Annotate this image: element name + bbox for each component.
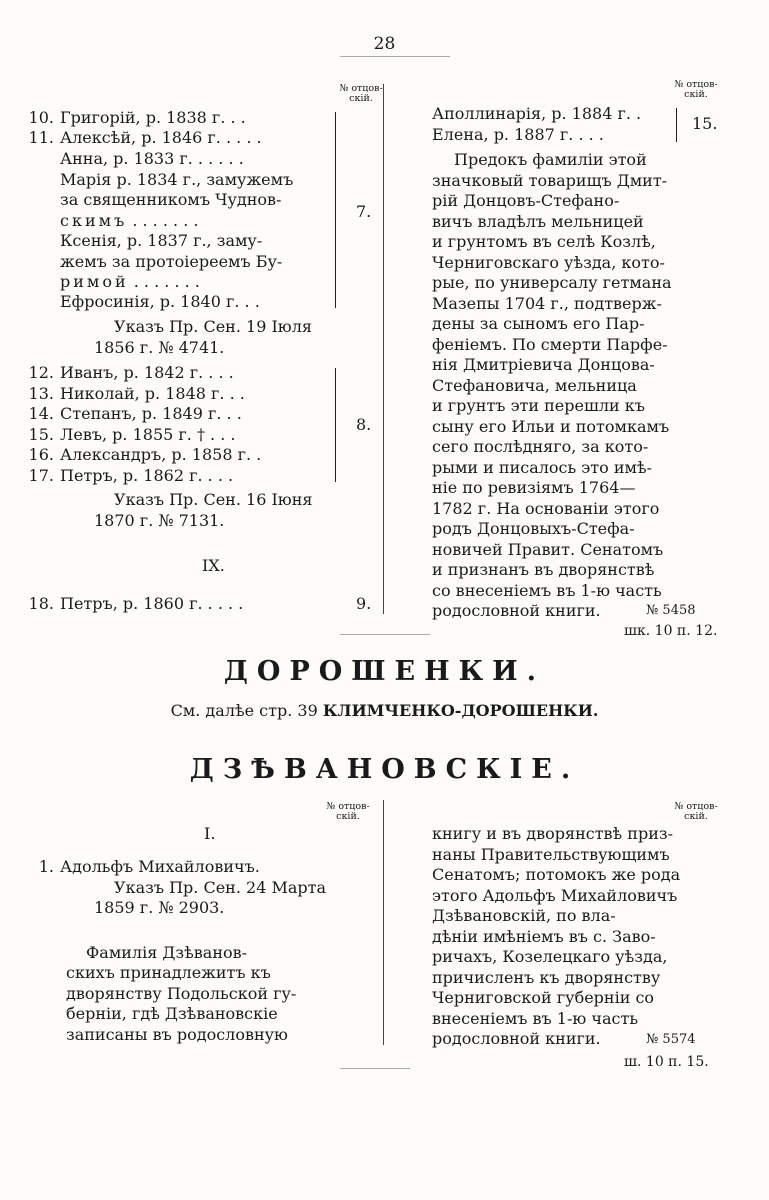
entry-16: 16. Александръ, р. 1858 г. . [28, 445, 262, 464]
entry-ksenia-cont2: римой . . . . . . . [60, 272, 200, 291]
paragraph-line: рыми и писалось это имѣ- [432, 458, 652, 477]
paragraph-line: Дзѣвановскій, по вла- [432, 906, 616, 925]
ukaz-1-cont: 1856 г. № 4741. [94, 338, 225, 357]
father-number-7: 7. [356, 202, 372, 221]
paragraph-line: 1782 г. На основаніи этого [432, 499, 660, 518]
section-divider [340, 634, 430, 635]
paragraph-line: Сенатомъ; потомокъ же рода [432, 865, 681, 884]
paragraph-line: дѣніи имѣніемъ въ с. Заво- [432, 927, 656, 946]
generation-ix: IX. [202, 556, 225, 575]
column-header-left-2: № отцов- скій. [326, 801, 370, 822]
entry-anna: Анна, р. 1833 г. . . . . . [60, 149, 244, 168]
paragraph-line: вичъ владѣлъ мельницей [432, 212, 644, 231]
paragraph-line: родословной книги. [432, 601, 601, 620]
paragraph-line: сего послѣдняго, за кото- [432, 437, 649, 456]
archive-number: № 5458 [646, 603, 696, 618]
column-header-right: № отцов- скій. [674, 79, 718, 100]
paragraph-line: Предокъ фамиліи этой [454, 150, 647, 169]
paragraph-line: этого Адольфъ Михайловичъ [432, 886, 678, 905]
paragraph-line: Мазепы 1704 г., подтверж- [432, 294, 662, 313]
father-number-8: 8. [356, 415, 372, 434]
entry-maria: Марія р. 1834 г., замужемъ [60, 170, 294, 189]
entry-maria-cont2: скимъ . . . . . . . [60, 211, 199, 230]
paragraph-line: берніи, гдѣ Дзѣвановскіе [66, 1004, 278, 1023]
entry-10: 10. Григорій, р. 1838 г. . . [28, 108, 246, 127]
entry-ksenia: Ксенія, р. 1837 г., заму- [60, 231, 263, 250]
paragraph-line: рые, по универсалу гетмана [432, 273, 672, 292]
entry-ksenia-cont: жемъ за протоіереемъ Бу- [60, 252, 283, 271]
entry-17: 17. Петръ, р. 1862 г. . . . [28, 466, 234, 485]
paragraph-line: внесеніемъ въ 1-ю часть [432, 1009, 639, 1028]
paragraph-line: ричахъ, Козелецкаго уѣзда, [432, 947, 668, 966]
column-separator-2 [383, 800, 384, 1045]
paragraph-line: рій Донцовъ-Стефано- [432, 191, 620, 210]
paragraph-line: дены за сыномъ его Пар- [432, 314, 645, 333]
doroshenki-title: ДОРОШЕНКИ. [223, 656, 546, 687]
archive-shelf: шк. 10 п. 12. [624, 623, 718, 639]
bracket-group-15 [676, 108, 677, 142]
entry-maria-cont: за священникомъ Чуднов- [60, 190, 282, 209]
doroshenki-see-also: См. далѣе стр. 39 КЛИМЧЕНКО-ДОРОШЕНКИ. [170, 701, 599, 720]
entry-18: 18. Петръ, р. 1860 г. . . . . [28, 594, 244, 613]
paragraph-line: дворянству Подольской гу- [66, 984, 297, 1003]
dzevanovskie-title: ДЗѢВАНОВСКІЕ. [189, 754, 580, 785]
entry-efrosinia: Ефросинія, р. 1840 г. . . [60, 292, 260, 311]
entry-1-adolf: 1. Адольфъ Михайловичъ. [38, 857, 260, 876]
paragraph-line: Черниговской губерніи со [432, 988, 655, 1007]
entry-apollinaria: Аполлинарія, р. 1884 г. . [432, 104, 642, 123]
father-number-15: 15. [692, 114, 718, 133]
entry-14: 14. Степанъ, р. 1849 г. . . [28, 404, 242, 423]
ukaz-3: Указъ Пр. Сен. 24 Марта [114, 878, 327, 897]
ukaz-3-cont: 1859 г. № 2903. [94, 898, 225, 917]
paragraph-line: новичей Правит. Сенатомъ [432, 540, 664, 559]
paragraph-line: феніемъ. По смерти Парфе- [432, 335, 668, 354]
paragraph-line: книгу и въ дворянствѣ приз- [432, 824, 673, 843]
ukaz-2: Указъ Пр. Сен. 16 Іюня [114, 490, 313, 509]
paragraph-line: родословной книги. [432, 1029, 601, 1048]
entry-11: 11. Алексѣй, р. 1846 г. . . . . [28, 128, 262, 147]
column-header-right-2: № отцов- скій. [674, 801, 718, 822]
bracket-group-7 [335, 112, 336, 308]
paragraph-line: наны Правительствующимъ [432, 845, 670, 864]
paragraph-line: родъ Донцовыхъ-Стефа- [432, 519, 635, 538]
section-divider-2 [340, 1068, 410, 1069]
entry-15: 15. Левъ, р. 1855 г. † . . . [28, 425, 236, 444]
paragraph-line: нія Дмитріевича Донцова- [432, 355, 655, 374]
paragraph-line: значковый товарищъ Дмит- [432, 171, 668, 190]
paragraph-line: и грунтомъ въ селѣ Козлѣ, [432, 232, 656, 251]
entry-13: 13. Николай, р. 1848 г. . . [28, 384, 245, 403]
bracket-group-8 [335, 368, 336, 482]
paragraph-line: и признанъ въ дворянствѣ [432, 560, 655, 579]
paragraph-line: Черниговскаго уѣзда, кото- [432, 253, 665, 272]
paragraph-line: причисленъ къ дворянству [432, 968, 661, 987]
paragraph-line: ніе по ревизіямъ 1764— [432, 478, 636, 497]
ukaz-1: Указъ Пр. Сен. 19 Іюля [114, 317, 312, 336]
paragraph-line: и грунтъ эти перешли къ [432, 396, 645, 415]
paragraph-line: сыну его Ильи и потомкамъ [432, 417, 670, 436]
paragraph-line: Стефановича, мельница [432, 376, 637, 395]
paragraph-line: скихъ принадлежитъ къ [66, 963, 271, 982]
paragraph-line: Фамилія Дзѣванов- [86, 943, 248, 962]
entry-elena: Елена, р. 1887 г. . . . [432, 125, 604, 144]
divider [340, 56, 450, 57]
paragraph-line: со внесеніемъ въ 1-ю часть [432, 581, 662, 600]
entry-12: 12. Иванъ, р. 1842 г. . . . [28, 363, 234, 382]
generation-i: I. [204, 824, 216, 843]
paragraph-line: записаны въ родословную [66, 1025, 288, 1044]
ukaz-2-cont: 1870 г. № 7131. [94, 511, 225, 530]
father-number-9: 9. [356, 594, 372, 613]
archive-shelf-2: ш. 10 п. 15. [624, 1054, 709, 1070]
page-number: 28 [373, 34, 396, 54]
archive-number-2: № 5574 [646, 1032, 696, 1047]
column-header-left: № отцов- скій. [339, 83, 383, 104]
column-separator [383, 84, 384, 614]
